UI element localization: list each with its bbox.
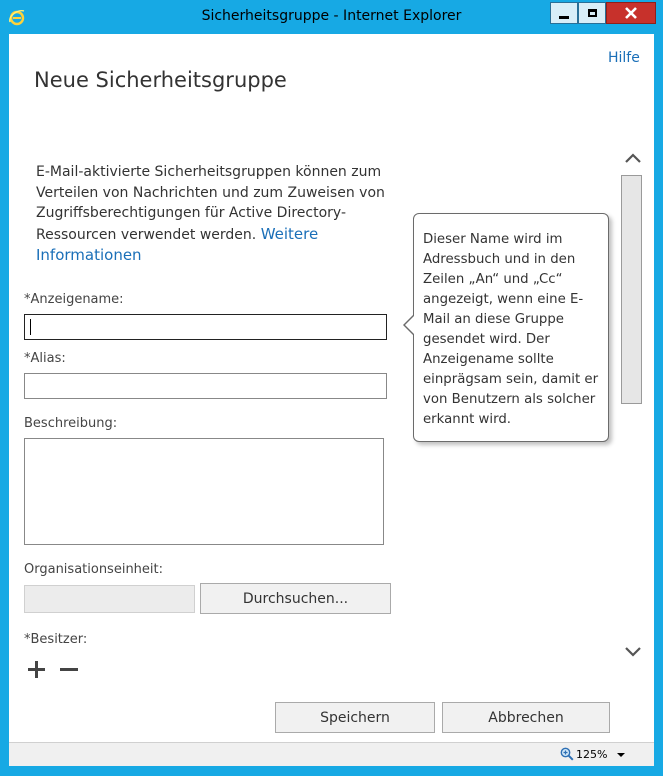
- more-info-link[interactable]: Weitere Informationen: [36, 224, 319, 264]
- ou-label: Organisationseinheit:: [24, 562, 164, 577]
- save-button[interactable]: Speichern: [275, 702, 435, 733]
- page-title: Neue Sicherheitsgruppe: [34, 68, 287, 92]
- description-body: E-Mail-aktivierte Sicherheitsgruppen können zum Verteilen von Nachrichten und zum Zuweisen von Zugriffsberechtigungen für Active Directory-Ressourcen verwendet werden.: [36, 164, 385, 243]
- scrollbar-thumb[interactable]: [621, 175, 642, 404]
- close-icon: [625, 7, 637, 19]
- description-label: Beschreibung:: [24, 416, 118, 431]
- status-bar: [9, 742, 654, 766]
- alias-label: *Alias:: [24, 351, 66, 366]
- cancel-button[interactable]: Abbrechen: [442, 702, 610, 733]
- zoom-dropdown-icon[interactable]: [617, 753, 625, 757]
- owner-label: *Besitzer:: [24, 632, 88, 647]
- chevron-down-icon[interactable]: [623, 644, 643, 660]
- plus-icon[interactable]: [27, 660, 46, 679]
- help-link[interactable]: Hilfe: [608, 50, 640, 66]
- zoom-level[interactable]: 125%: [576, 748, 608, 761]
- display-name-input[interactable]: [24, 314, 387, 340]
- tooltip-text: Dieser Name wird im Adressbuch und in den Zeilen „An“ und „Cc“ angezeigt, wenn eine E-Mail an diese Gruppe gesendet wird. Der Anzeigename sollte einprägsam sein, damit er von Benutzern als solcher erkannt wird.: [423, 232, 599, 427]
- maximize-icon: [588, 9, 597, 17]
- close-button[interactable]: [606, 2, 656, 24]
- minimize-icon: [559, 16, 569, 19]
- description-text: [36, 162, 386, 267]
- zoom-icon[interactable]: [560, 747, 574, 761]
- display-name-tooltip: [413, 213, 609, 442]
- minus-icon[interactable]: [59, 660, 78, 679]
- tooltip-arrow-fill: [405, 315, 415, 335]
- dialog-content: [9, 34, 654, 742]
- text-caret: [30, 319, 31, 335]
- alias-input[interactable]: [24, 373, 387, 399]
- description-textarea[interactable]: [24, 438, 384, 545]
- minimize-button[interactable]: [550, 2, 578, 24]
- title-bar[interactable]: [0, 0, 663, 34]
- ou-input: [24, 585, 195, 613]
- display-name-label: *Anzeigename:: [24, 292, 124, 307]
- window-title: Sicherheitsgruppe - Internet Explorer: [201, 8, 462, 24]
- maximize-button[interactable]: [578, 2, 606, 24]
- browse-button[interactable]: Durchsuchen...: [200, 583, 391, 614]
- chevron-up-icon[interactable]: [623, 150, 643, 166]
